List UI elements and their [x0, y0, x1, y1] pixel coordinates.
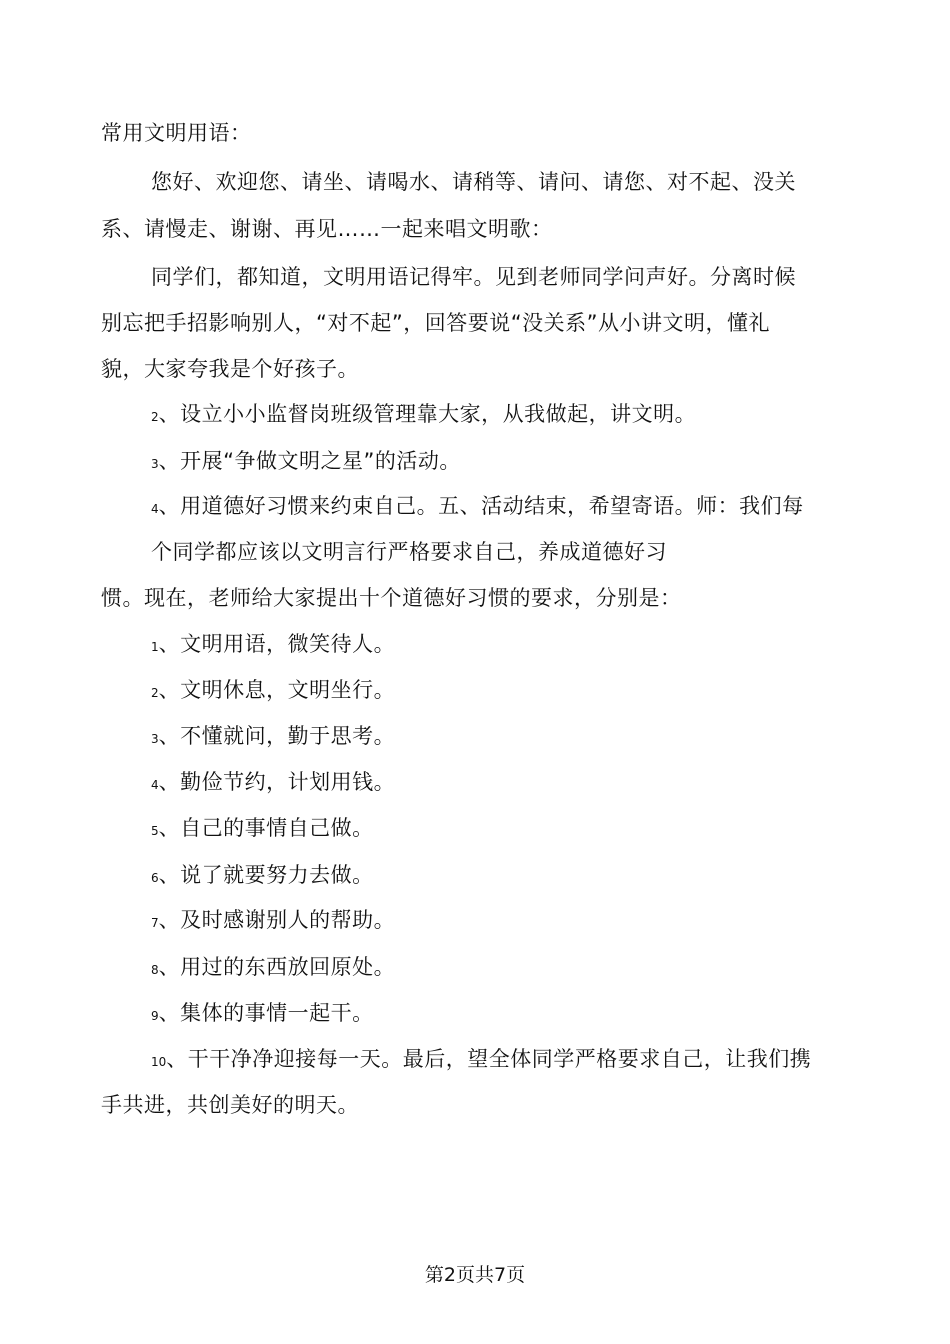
- list-number: 3: [151, 457, 159, 471]
- list-number: 10: [151, 1055, 167, 1069]
- list-number: 3: [151, 732, 159, 746]
- para2-line3: 貌，大家夸我是个好孩子。: [101, 357, 359, 381]
- list-text: 说了就要努力去做。: [180, 863, 374, 887]
- list-number: 4: [151, 778, 159, 792]
- list-item: [151, 860, 374, 893]
- list-number: 4: [151, 502, 159, 516]
- list-item: [151, 998, 374, 1031]
- list-item: [151, 446, 461, 479]
- list-text: 自己的事情自己做。: [180, 816, 374, 840]
- list-number: 8: [151, 963, 159, 977]
- list-item: [151, 675, 395, 708]
- list-number: 2: [151, 686, 159, 700]
- list-separator: 、: [166, 1047, 188, 1071]
- para1-line2: 系、请慢走、谢谢、再见……一起来唱文明歌：: [101, 217, 553, 241]
- list-text: 勤俭节约，计划用钱。: [180, 770, 396, 794]
- list-text: 文明用语，微笑待人。: [180, 632, 396, 656]
- list-item: [151, 491, 804, 524]
- list-separator: 、: [158, 863, 181, 887]
- list-item: [151, 399, 696, 432]
- list-separator: 、: [158, 494, 181, 518]
- list-item: [151, 721, 395, 754]
- list-number: 5: [151, 824, 159, 838]
- list-text: 集体的事情一起干。: [180, 1001, 374, 1025]
- list-item: [151, 813, 374, 846]
- list-separator: 、: [158, 770, 181, 794]
- list-separator: 、: [158, 402, 181, 426]
- list-separator: 、: [158, 955, 181, 979]
- list-number: 1: [151, 640, 159, 654]
- list-text: 及时感谢别人的帮助。: [180, 908, 396, 932]
- list-item: [151, 1044, 811, 1077]
- list-separator: 、: [158, 816, 181, 840]
- list-item: [151, 629, 395, 662]
- list-separator: 、: [158, 449, 181, 473]
- list-item: [151, 905, 395, 938]
- para1-line1: 您好、欢迎您、请坐、请喝水、请稍等、请问、请您、对不起、没关: [151, 170, 796, 194]
- list-number: 9: [151, 1009, 159, 1023]
- list-text: 用道德好习惯来约束自己。五、活动结束，希望寄语。师：我们每: [180, 494, 804, 518]
- list-text: 干干净净迎接每一天。最后，望全体同学严格要求自己，让我们携: [187, 1047, 812, 1071]
- list-separator: 、: [158, 908, 181, 932]
- para2-line2: 别忘把手招影响别人，“对不起”，回答要说“没关系”从小讲文明，懂礼: [101, 311, 771, 335]
- list-separator: 、: [158, 724, 181, 748]
- list-separator: 、: [158, 1001, 181, 1025]
- list-item: [151, 952, 395, 985]
- list-number: 2: [151, 410, 159, 424]
- closing-line: 手共进，共创美好的明天。: [101, 1093, 359, 1117]
- para3-line2: 惯。现在，老师给大家提出十个道德好习惯的要求，分别是：: [101, 586, 682, 610]
- list-text: 设立小小监督岗班级管理靠大家，从我做起，讲文明。: [180, 402, 697, 426]
- list-text: 开展“争做文明之星”的活动。: [180, 449, 461, 473]
- list-text: 用过的东西放回原处。: [180, 955, 396, 979]
- list-separator: 、: [158, 678, 181, 702]
- para2-line1: 同学们，都知道，文明用语记得牢。见到老师同学问声好。分离时候: [151, 265, 796, 289]
- page-number-footer: 第2页共7页: [424, 1264, 526, 1286]
- list-item: [151, 767, 395, 800]
- list-number: 7: [151, 916, 159, 930]
- list-text: 文明休息，文明坐行。: [180, 678, 396, 702]
- list-text: 不懂就问，勤于思考。: [180, 724, 396, 748]
- heading: 常用文明用语：: [101, 121, 252, 145]
- list-number: 6: [151, 871, 159, 885]
- list-separator: 、: [158, 632, 181, 656]
- para3-line1: 个同学都应该以文明言行严格要求自己，养成道德好习: [151, 540, 667, 564]
